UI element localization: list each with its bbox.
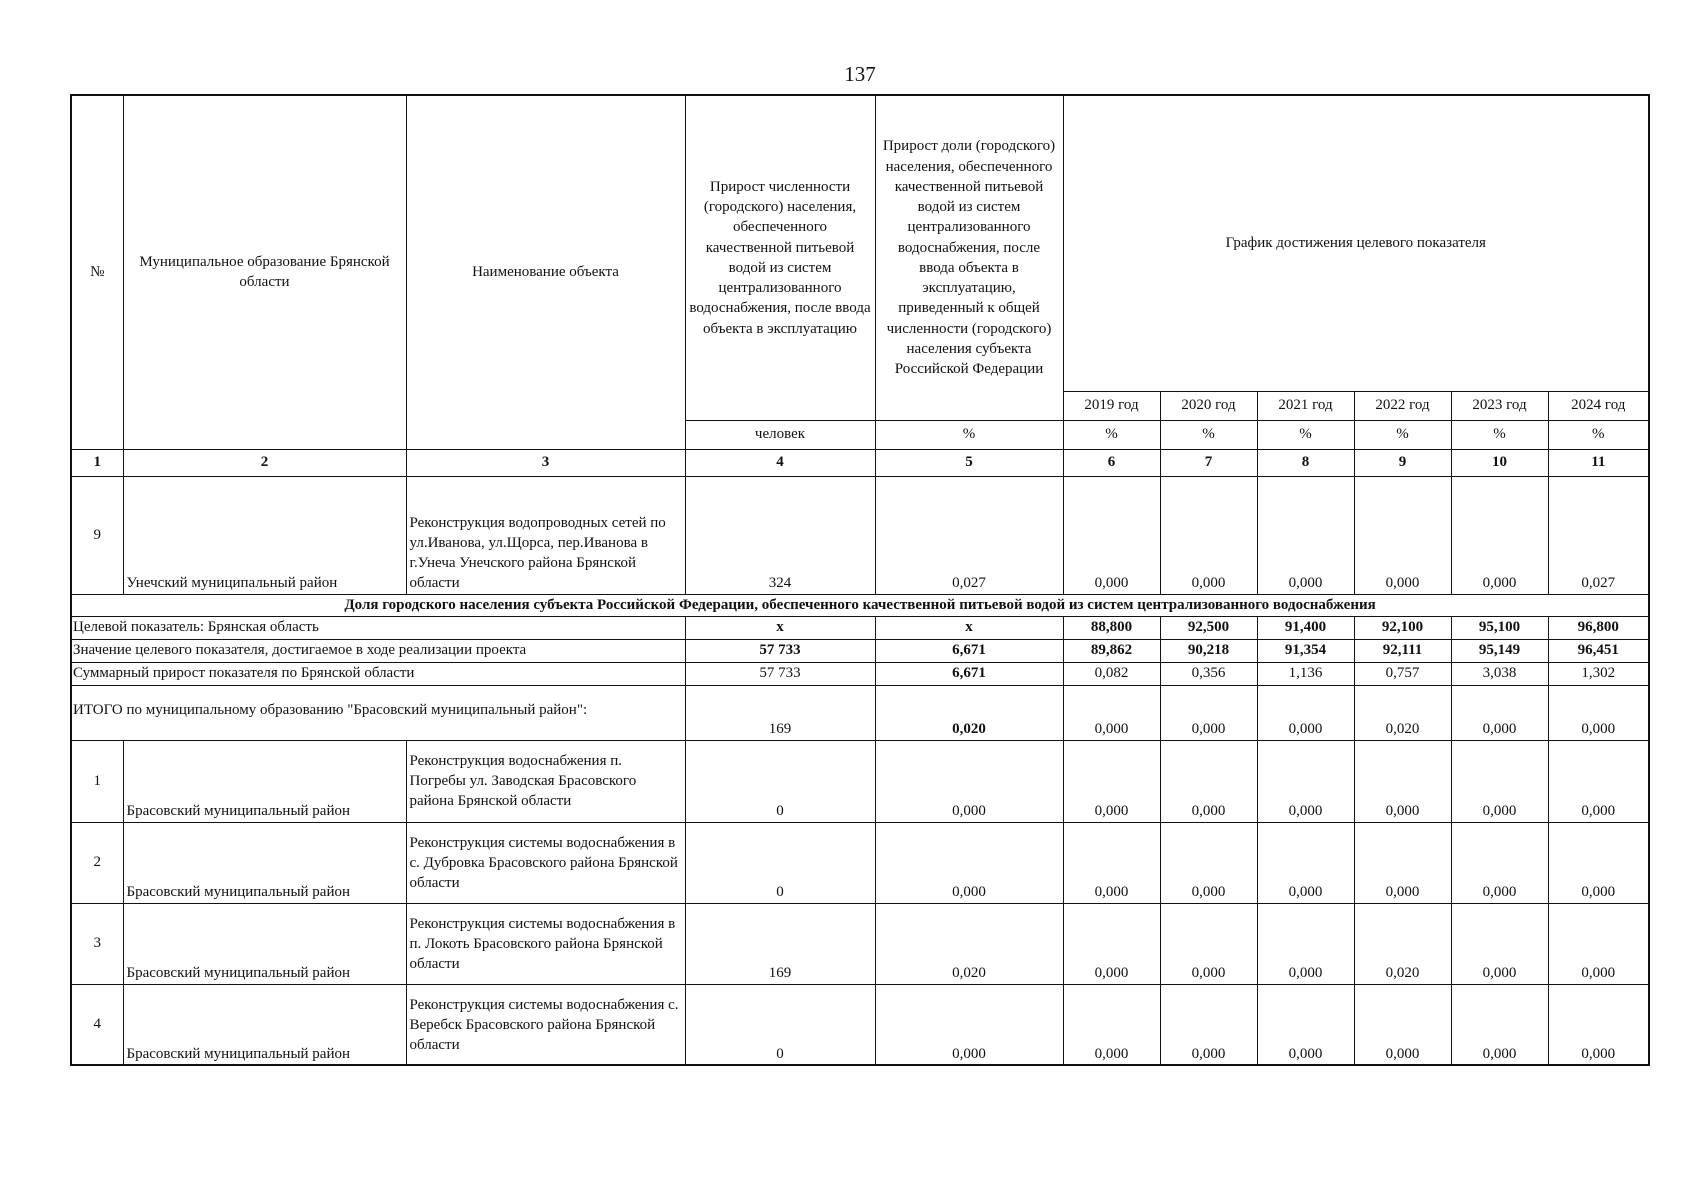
row-year-value: 0,000 — [1160, 476, 1257, 594]
row-year-value: 0,000 — [1451, 740, 1548, 822]
row-no: 3 — [71, 903, 123, 984]
header-schedule: График достижения целевого показателя — [1063, 95, 1649, 391]
summary-count: x — [685, 616, 875, 639]
row-count: 324 — [685, 476, 875, 594]
column-number: 3 — [406, 449, 685, 476]
row-object: Реконструкция системы водоснабжения в п. Локоть Брасовского района Брянской области — [406, 903, 685, 984]
summary-year-value: 96,800 — [1548, 616, 1649, 639]
itogo-year-value: 0,000 — [1160, 685, 1257, 740]
summary-count: 57 733 — [685, 639, 875, 662]
row-year-value: 0,027 — [1548, 476, 1649, 594]
row-year-value: 0,000 — [1160, 984, 1257, 1065]
summary-year-value: 91,400 — [1257, 616, 1354, 639]
row-share: 0,027 — [875, 476, 1063, 594]
row-year-value: 0,000 — [1063, 822, 1160, 903]
summary-year-value: 88,800 — [1063, 616, 1160, 639]
summary-label: Суммарный прирост показателя по Брянской области — [71, 662, 685, 685]
summary-year-value: 90,218 — [1160, 639, 1257, 662]
itogo-year-value: 0,000 — [1451, 685, 1548, 740]
row-year-value: 0,000 — [1063, 740, 1160, 822]
header-year: 2023 год — [1451, 391, 1548, 420]
column-number: 11 — [1548, 449, 1649, 476]
unit-count: человек — [685, 420, 875, 449]
itogo-year-value: 0,000 — [1548, 685, 1649, 740]
column-number: 1 — [71, 449, 123, 476]
summary-year-value: 91,354 — [1257, 639, 1354, 662]
row-year-value: 0,000 — [1160, 822, 1257, 903]
report-table — [70, 94, 1650, 1066]
unit-percent: % — [1548, 420, 1649, 449]
row-object: Реконструкция водоснабжения п. Погребы ул. Заводская Брасовского района Брянской области — [406, 740, 685, 822]
summary-year-value: 3,038 — [1451, 662, 1548, 685]
summary-year-value: 0,356 — [1160, 662, 1257, 685]
summary-year-value: 1,136 — [1257, 662, 1354, 685]
summary-share: 6,671 — [875, 662, 1063, 685]
row-share: 0,000 — [875, 984, 1063, 1065]
row-year-value: 0,000 — [1451, 903, 1548, 984]
row-year-value: 0,000 — [1063, 984, 1160, 1065]
column-number: 5 — [875, 449, 1063, 476]
unit-percent: % — [1354, 420, 1451, 449]
header-row-main — [71, 95, 1649, 391]
row-no: 9 — [71, 476, 123, 594]
summary-label: Целевой показатель: Брянская область — [71, 616, 685, 639]
row-municipality: Брасовский муниципальный район — [123, 903, 406, 984]
summary-year-value: 89,862 — [1063, 639, 1160, 662]
row-no: 2 — [71, 822, 123, 903]
unit-percent: % — [1063, 420, 1160, 449]
itogo-label: ИТОГО по муниципальному образованию "Брасовский муниципальный район": — [71, 685, 685, 740]
header-year: 2019 год — [1063, 391, 1160, 420]
row-year-value: 0,000 — [1451, 822, 1548, 903]
table-row — [71, 822, 1649, 903]
row-share: 0,000 — [875, 822, 1063, 903]
page-number: 137 — [844, 62, 876, 86]
row-municipality: Брасовский муниципальный район — [123, 984, 406, 1065]
row-share: 0,020 — [875, 903, 1063, 984]
column-numbers-row — [71, 449, 1649, 476]
unit-percent: % — [1451, 420, 1548, 449]
table-row — [71, 740, 1649, 822]
summary-label: Значение целевого показателя, достигаемое в ходе реализации проекта — [71, 639, 685, 662]
header-year: 2020 год — [1160, 391, 1257, 420]
row-no: 4 — [71, 984, 123, 1065]
row-year-value: 0,000 — [1257, 984, 1354, 1065]
itogo-row — [71, 685, 1649, 740]
summary-year-value: 95,149 — [1451, 639, 1548, 662]
column-number: 6 — [1063, 449, 1160, 476]
row-object: Реконструкция системы водоснабжения с. Веребск Брасовского района Брянской области — [406, 984, 685, 1065]
row-object: Реконструкция системы водоснабжения в с. Дубровка Брасовского района Брянской области — [406, 822, 685, 903]
row-year-value: 0,000 — [1160, 903, 1257, 984]
column-number: 9 — [1354, 449, 1451, 476]
row-year-value: 0,000 — [1063, 476, 1160, 594]
header-municipality: Муниципальное образование Брянской области — [123, 95, 406, 449]
column-number: 2 — [123, 449, 406, 476]
summary-row-growth — [71, 662, 1649, 685]
header-year: 2022 год — [1354, 391, 1451, 420]
itogo-count: 169 — [685, 685, 875, 740]
column-number: 8 — [1257, 449, 1354, 476]
summary-share: x — [875, 616, 1063, 639]
row-municipality: Унечский муниципальный район — [123, 476, 406, 594]
row-year-value: 0,000 — [1548, 740, 1649, 822]
row-year-value: 0,000 — [1451, 984, 1548, 1065]
header-no: № — [71, 95, 123, 449]
summary-count: 57 733 — [685, 662, 875, 685]
summary-row-target — [71, 616, 1649, 639]
row-no: 1 — [71, 740, 123, 822]
column-number: 4 — [685, 449, 875, 476]
header-growth-share: Прирост доли (городского) населения, обеспеченного качественной питьевой водой из систем централизованного водоснабжения, после ввода объекта в эксплуатацию, приведенный к общей численности (городского) населения субъекта Российской Федерации — [875, 95, 1063, 420]
row-year-value: 0,020 — [1354, 903, 1451, 984]
summary-year-value: 1,302 — [1548, 662, 1649, 685]
itogo-year-value: 0,000 — [1257, 685, 1354, 740]
unit-percent: % — [1257, 420, 1354, 449]
itogo-year-value: 0,000 — [1063, 685, 1160, 740]
row-year-value: 0,000 — [1548, 822, 1649, 903]
section-title-row — [71, 594, 1649, 616]
row-year-value: 0,000 — [1354, 984, 1451, 1065]
table-row — [71, 984, 1649, 1065]
summary-share: 6,671 — [875, 639, 1063, 662]
row-municipality: Брасовский муниципальный район — [123, 822, 406, 903]
summary-year-value: 92,100 — [1354, 616, 1451, 639]
column-number: 7 — [1160, 449, 1257, 476]
row-year-value: 0,000 — [1257, 822, 1354, 903]
itogo-share: 0,020 — [875, 685, 1063, 740]
summary-year-value: 92,111 — [1354, 639, 1451, 662]
summary-year-value: 0,757 — [1354, 662, 1451, 685]
column-number: 10 — [1451, 449, 1548, 476]
row-year-value: 0,000 — [1548, 903, 1649, 984]
header-object: Наименование объекта — [406, 95, 685, 449]
summary-year-value: 95,100 — [1451, 616, 1548, 639]
section-title: Доля городского населения субъекта Российской Федерации, обеспеченного качественной питьевой водой из систем централизованного водоснабжения — [71, 594, 1649, 616]
row-share: 0,000 — [875, 740, 1063, 822]
row-year-value: 0,000 — [1451, 476, 1548, 594]
itogo-year-value: 0,020 — [1354, 685, 1451, 740]
row-year-value: 0,000 — [1354, 822, 1451, 903]
table-row — [71, 476, 1649, 594]
summary-row-achieved — [71, 639, 1649, 662]
row-count: 0 — [685, 984, 875, 1065]
header-year: 2021 год — [1257, 391, 1354, 420]
row-year-value: 0,000 — [1257, 476, 1354, 594]
summary-year-value: 0,082 — [1063, 662, 1160, 685]
row-count: 169 — [685, 903, 875, 984]
row-municipality: Брасовский муниципальный район — [123, 740, 406, 822]
header-year: 2024 год — [1548, 391, 1649, 420]
row-year-value: 0,000 — [1257, 740, 1354, 822]
row-count: 0 — [685, 740, 875, 822]
table-row — [71, 903, 1649, 984]
row-year-value: 0,000 — [1354, 740, 1451, 822]
row-year-value: 0,000 — [1160, 740, 1257, 822]
row-count: 0 — [685, 822, 875, 903]
summary-year-value: 92,500 — [1160, 616, 1257, 639]
row-year-value: 0,000 — [1257, 903, 1354, 984]
row-year-value: 0,000 — [1063, 903, 1160, 984]
unit-percent: % — [1160, 420, 1257, 449]
row-object: Реконструкция водопроводных сетей по ул.Иванова, ул.Щорса, пер.Иванова в г.Унеча Унечского района Брянской области — [406, 476, 685, 594]
unit-percent: % — [875, 420, 1063, 449]
header-growth-count: Прирост численности (городского) населения, обеспеченного качественной питьевой водой из систем централизованного водоснабжения, после ввода объекта в эксплуатацию — [685, 95, 875, 420]
summary-year-value: 96,451 — [1548, 639, 1649, 662]
row-year-value: 0,000 — [1548, 984, 1649, 1065]
row-year-value: 0,000 — [1354, 476, 1451, 594]
